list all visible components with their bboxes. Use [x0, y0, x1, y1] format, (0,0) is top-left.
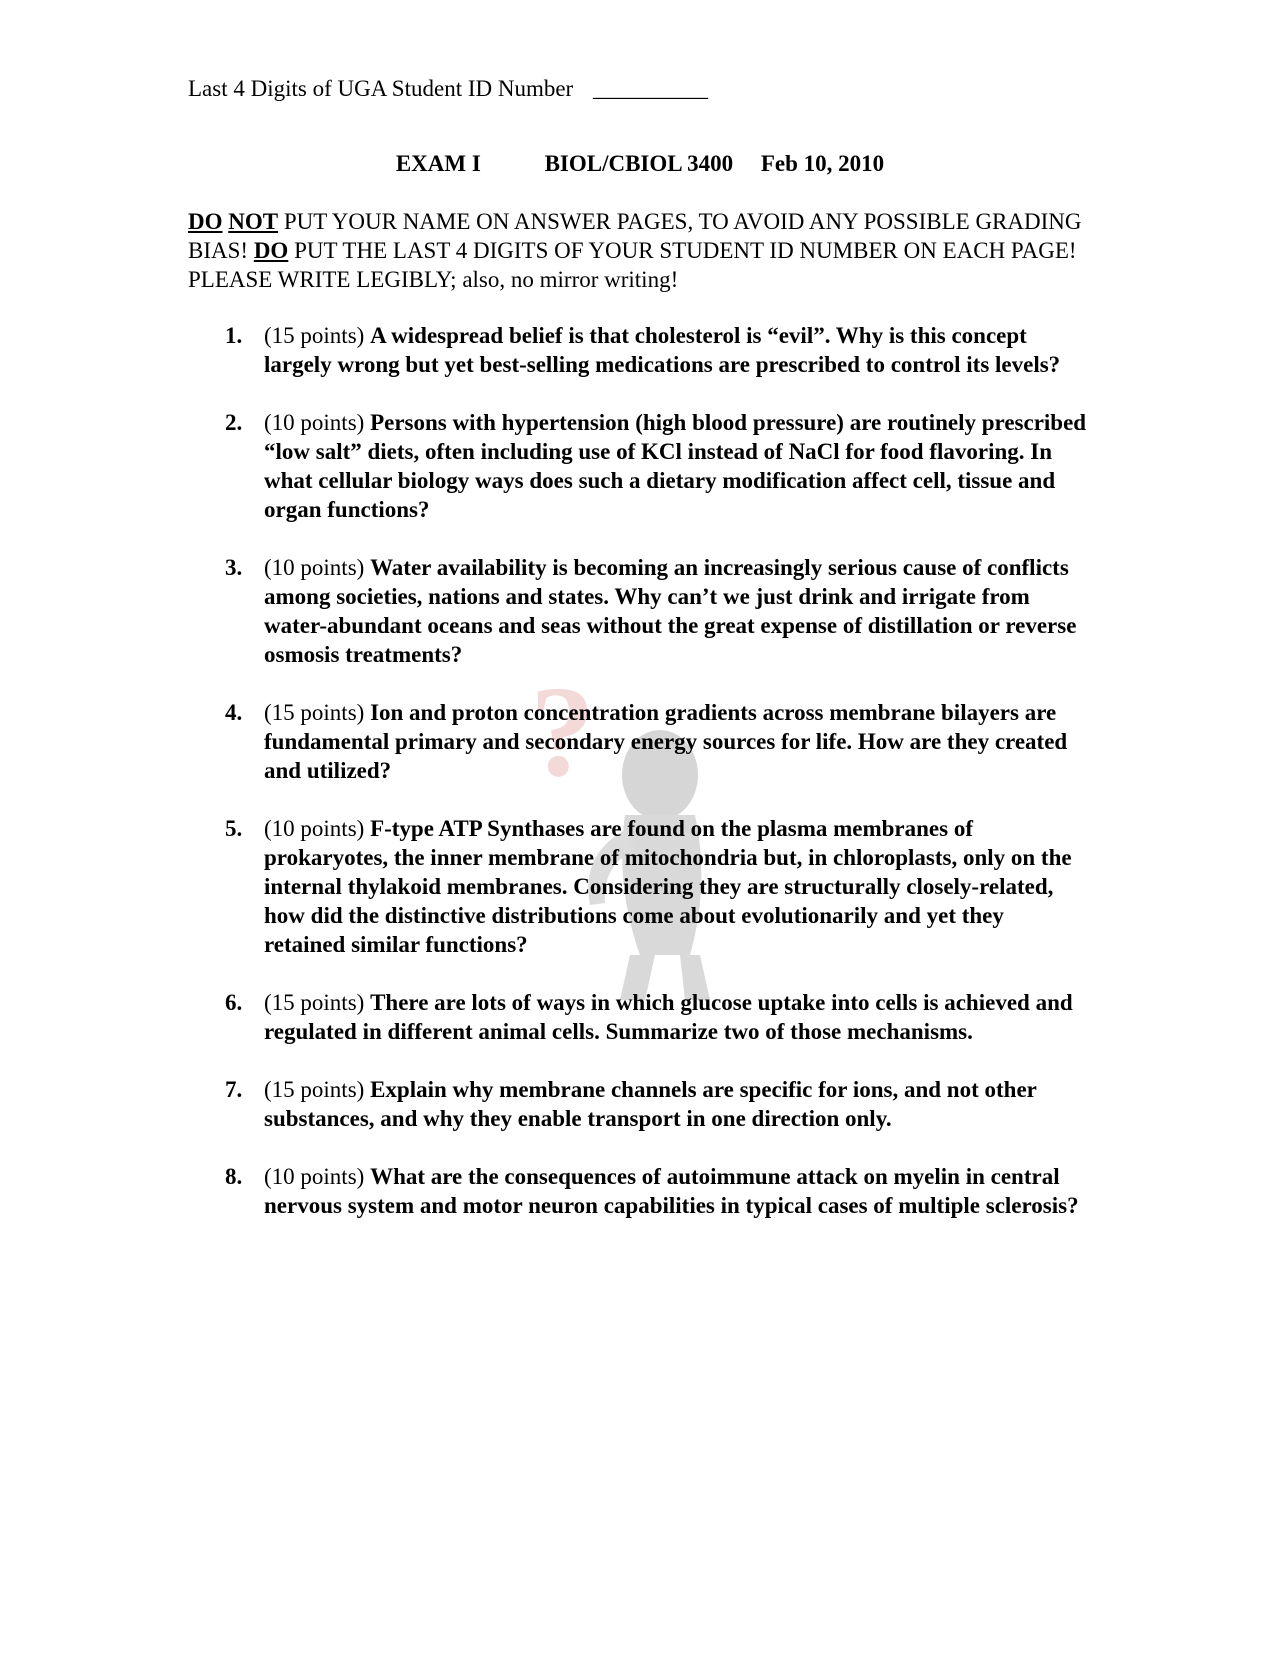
question-text: What are the consequences of autoimmune attack on myelin in central nervous system and motor neuron capabilities in typical cases of multiple sclerosis? [264, 1164, 1079, 1218]
question-points: (15 points) [264, 700, 365, 725]
question-item [188, 408, 1088, 524]
instruction-text-1: PUT YOUR NAME ON ANSWER PAGES, TO AVOID ANY POSSIBLE GRADING BIAS! [188, 209, 1082, 263]
question-number: 2. [225, 410, 243, 435]
question-number: 8. [225, 1164, 243, 1189]
question-number: 1. [225, 323, 243, 348]
question-list [188, 321, 1088, 1249]
question-points: (15 points) [264, 323, 365, 348]
question-number: 5. [225, 816, 243, 841]
student-id-blank: __________ [592, 76, 708, 101]
question-number: 6. [225, 990, 243, 1015]
question-points: (10 points) [264, 555, 365, 580]
exam-name: EXAM I [395, 151, 481, 176]
student-id-label: Last 4 Digits of UGA Student ID Number [188, 76, 574, 101]
student-id-line [188, 76, 708, 102]
question-number: 7. [225, 1077, 243, 1102]
question-points: (10 points) [264, 1164, 365, 1189]
question-text: Ion and proton concentration gradients across membrane bilayers are fundamental primary and secondary energy sources for life. How are they created and utilized? [264, 700, 1068, 783]
question-points: (10 points) [264, 410, 365, 435]
svg-text:?: ? [530, 660, 595, 804]
question-item [188, 553, 1088, 669]
question-item [188, 321, 1088, 379]
question-points: (15 points) [264, 990, 365, 1015]
question-text: Persons with hypertension (high blood pressure) are routinely prescribed “low salt” diets, often including use of KCl instead of NaCl for food flavoring. In what cellular biology ways does such a dietary modification affect cell, tissue and organ functions? [264, 410, 1087, 522]
question-item [188, 698, 1088, 785]
course-code: BIOL/CBIOL 3400 [544, 151, 734, 176]
question-text: A widespread belief is that cholesterol is “evil”. Why is this concept largely wrong but yet best-selling medications are prescribed to control its levels? [264, 323, 1061, 377]
question-item [188, 1162, 1088, 1220]
question-points: (15 points) [264, 1077, 365, 1102]
question-number: 3. [225, 555, 243, 580]
instruction-text-2: PUT THE LAST 4 DIGITS OF YOUR STUDENT ID NUMBER ON EACH PAGE! PLEASE WRITE LEGIBLY; also, no mirror writing! [188, 238, 1077, 292]
question-text: F-type ATP Synthases are found on the plasma membranes of prokaryotes, the inner membrane of mitochondria but, in chloroplasts, only on the internal thylakoid membranes. Considering they are structurally closely-related, how did the distinctive distributions come about evolutionarily and yet they retained similar functions? [264, 816, 1072, 957]
question-item [188, 814, 1088, 959]
exam-title [0, 151, 1280, 177]
question-points: (10 points) [264, 816, 365, 841]
question-text: Water availability is becoming an increasingly serious cause of conflicts among societies, nations and states. Why can’t we just drink and irrigate from water-abundant oceans and seas without the great expense of distillation or reverse osmosis treatments? [264, 555, 1077, 667]
question-text: Explain why membrane channels are specific for ions, and not other substances, and why they enable transport in one direction only. [264, 1077, 1037, 1131]
question-number: 4. [225, 700, 243, 725]
question-item [188, 1075, 1088, 1133]
exam-date: Feb 10, 2010 [760, 151, 885, 176]
question-text: There are lots of ways in which glucose uptake into cells is achieved and regulated in different animal cells. Summarize two of those mechanisms. [264, 990, 1073, 1044]
question-item [188, 988, 1088, 1046]
instruction-not: NOT [228, 209, 279, 234]
instructions [188, 207, 1088, 294]
instruction-do-1: DO [188, 209, 223, 234]
instruction-do-2: DO [253, 238, 289, 263]
